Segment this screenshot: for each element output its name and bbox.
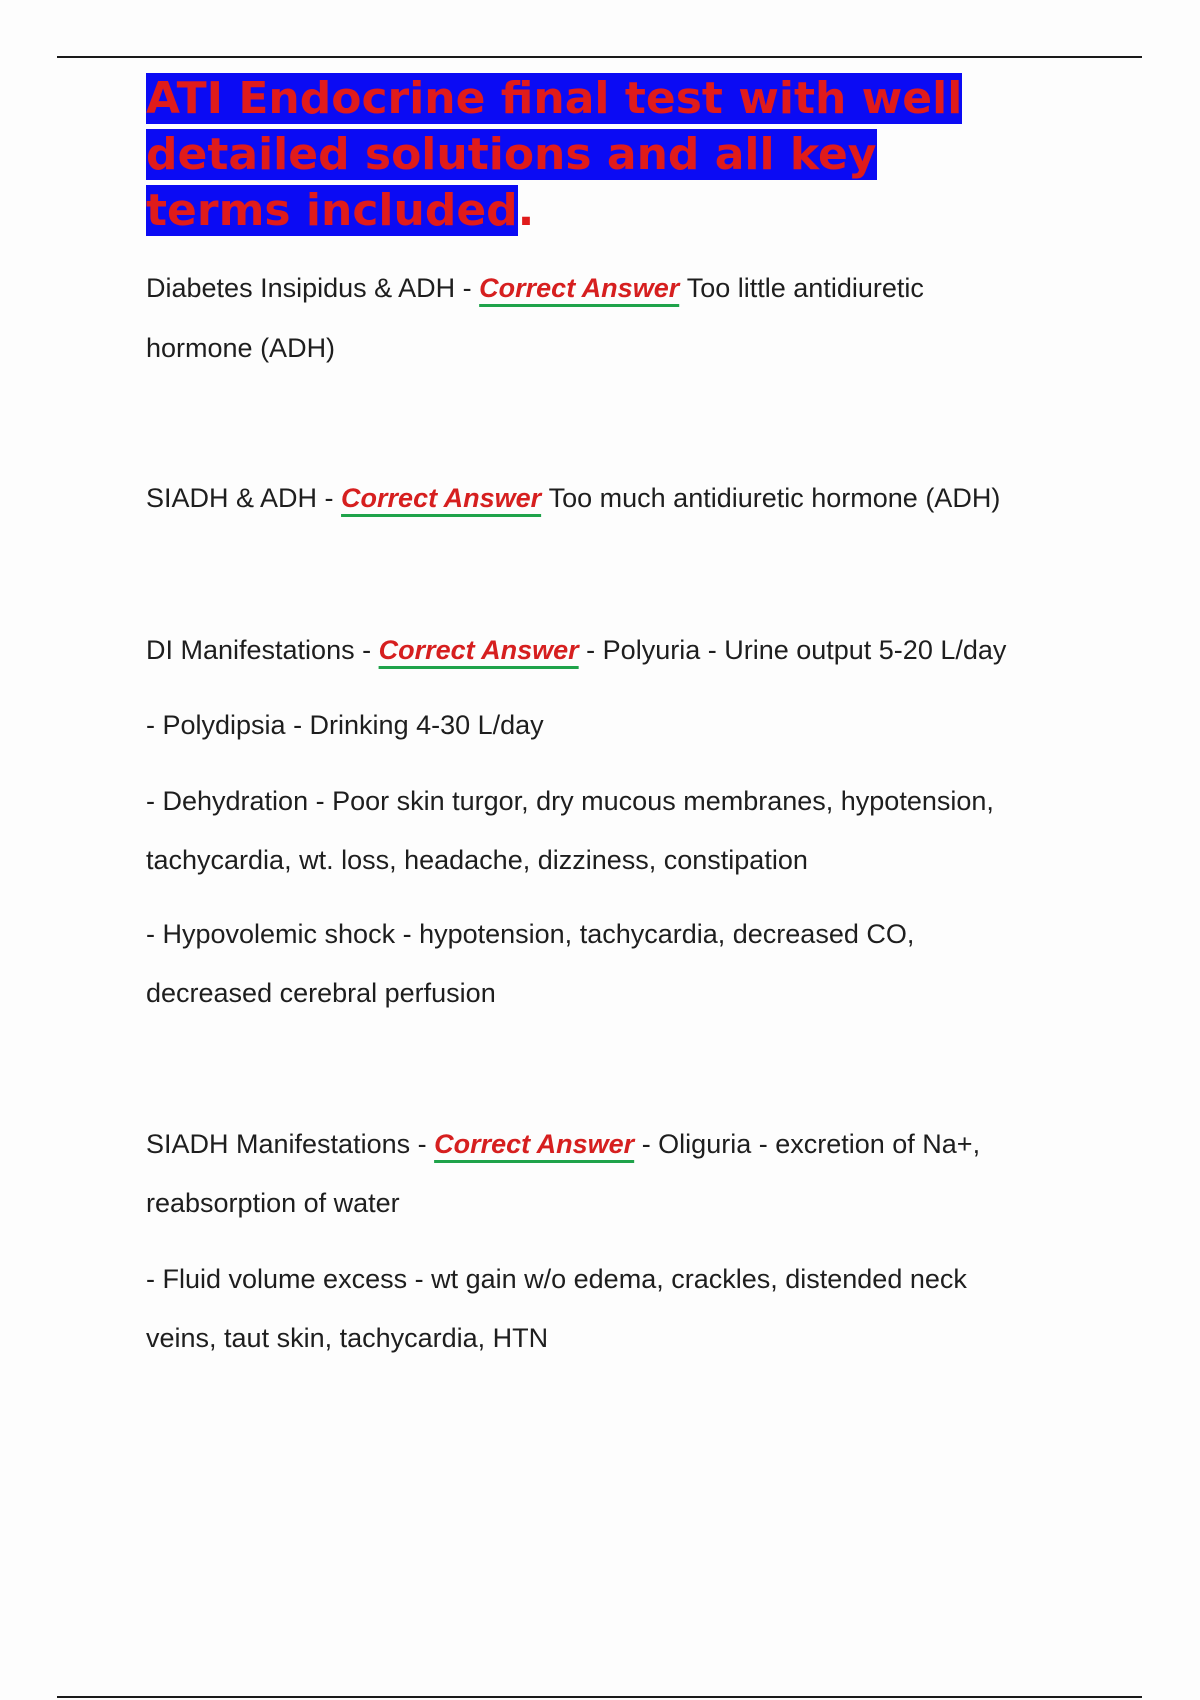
entry-answer: - Dehydration - Poor skin turgor, dry mucous membranes, hypotension,	[146, 786, 994, 816]
correct-answer-label: Correct Answer	[378, 635, 579, 665]
entry-di-manifestations-line-5	[146, 905, 914, 964]
entry-term: SIADH & ADH -	[146, 483, 342, 513]
entry-answer: Too little antidiuretic	[686, 273, 924, 303]
top-rule	[57, 56, 1142, 58]
entry-answer: - Oliguria - excretion of Na+,	[641, 1129, 981, 1159]
title-line-2: detailed solutions and all key	[146, 129, 877, 180]
correct-answer-label: Correct Answer	[434, 1129, 635, 1159]
entry-siadh-manifestations-line-1	[146, 1115, 980, 1174]
entry-di-manifestations-line-3	[146, 772, 994, 831]
entry-answer: decreased cerebral perfusion	[146, 978, 496, 1008]
correct-answer-label: Correct Answer	[341, 483, 542, 513]
document-title	[146, 71, 1096, 239]
entry-answer: reabsorption of water	[146, 1188, 400, 1218]
entry-term: Diabetes Insipidus & ADH -	[146, 273, 480, 303]
correct-answer-label: Correct Answer	[479, 273, 680, 303]
entry-answer: veins, taut skin, tachycardia, HTN	[146, 1323, 549, 1353]
entry-answer: hormone (ADH)	[146, 333, 336, 363]
entry-di-manifestations-line-6	[146, 964, 496, 1023]
entry-siadh-manifestations-line-2	[146, 1174, 400, 1233]
entry-di-adh-line-1	[146, 259, 924, 318]
title-line-1: ATI Endocrine final test with well	[146, 73, 963, 124]
entry-answer: - Polyuria - Urine output 5-20 L/day	[586, 635, 1007, 665]
entry-answer: - Hypovolemic shock - hypotension, tachycardia, decreased CO,	[146, 919, 915, 949]
entry-di-manifestations-line-4	[146, 831, 808, 890]
title-line-3: terms included	[146, 185, 518, 236]
entry-di-adh-line-2	[146, 319, 335, 378]
entry-answer: - Fluid volume excess - wt gain w/o edema, crackles, distended neck	[146, 1264, 967, 1294]
entry-di-manifestations-line-1	[146, 621, 1006, 680]
entry-answer: Too much antidiuretic hormone (ADH)	[548, 483, 1001, 513]
entry-term: SIADH Manifestations -	[146, 1129, 435, 1159]
entry-siadh-manifestations-line-4	[146, 1309, 548, 1368]
entry-term: DI Manifestations -	[146, 635, 379, 665]
entry-di-manifestations-line-2	[146, 696, 544, 755]
entry-answer: - Polydipsia - Drinking 4-30 L/day	[146, 710, 544, 740]
title-period: .	[517, 185, 535, 236]
entry-siadh-adh-line-1	[146, 469, 1000, 528]
bottom-rule	[57, 1696, 1142, 1698]
entry-siadh-manifestations-line-3	[146, 1250, 967, 1309]
entry-answer: tachycardia, wt. loss, headache, dizziness, constipation	[146, 845, 808, 875]
